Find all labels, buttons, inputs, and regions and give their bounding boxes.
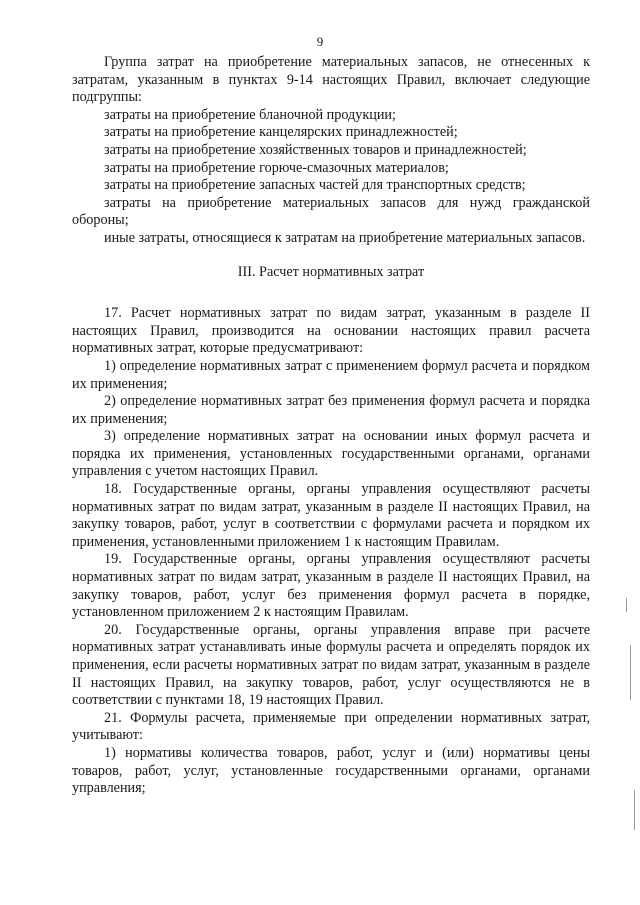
scan-edge-mark — [626, 598, 627, 612]
page-number: 9 — [316, 34, 324, 49]
paragraph: Группа затрат на приобретение материальных запасов, не отнесенных к затратам, указанным в пунктах 9-14 настоящих Правил, включает следующие подгруппы: — [72, 54, 590, 106]
paragraph: затраты на приобретение канцелярских принадлежностей; — [104, 124, 458, 141]
section-paragraph: 20. Государственные органы, органы управления вправе при расчете нормативных затрат устанавливать иные формулы расчета и определять порядок их применения, если расчеты нормативных затрат по видам затрат, указанным в разделе II настоящих Правил, на закупку товаров, работ, услуг осуществляются не в соответствии с пунктами 18, 19 настоящих Правил. — [72, 621, 590, 709]
document-body — [72, 54, 590, 798]
section-paragraph: 21. Формулы расчета, применяемые при определении нормативных затрат, учитывают: — [72, 709, 590, 744]
section-paragraph: 1) нормативы количества товаров, работ, услуг и (или) нормативы цены товаров, работ, услуг, установленные государственными органами, органами управления; — [72, 744, 590, 797]
section-paragraph: 17. Расчет нормативных затрат по видам затрат, указанным в разделе II настоящих Правил, производится на основании настоящих правил расчета нормативных затрат, которые предусматривают: — [72, 305, 590, 357]
paragraph: затраты на приобретение бланочной продукции; — [104, 106, 396, 123]
scan-edge-mark — [634, 790, 635, 830]
section-paragraph: 19. Государственные органы, органы управления осуществляют расчеты нормативных затрат по видам затрат, указанным в разделе II настоящих Правил, на закупку товаров, работ, услуг без применения формул расчета в порядке, установленном приложением 2 к настоящим Правилам. — [72, 551, 590, 621]
section-heading: III. Расчет нормативных затрат — [237, 263, 425, 280]
paragraph: затраты на приобретение запасных частей для транспортных средств; — [104, 177, 526, 194]
scan-edge-mark — [630, 645, 631, 700]
paragraph: затраты на приобретение материальных запасов для нужд гражданской обороны; — [72, 194, 590, 229]
section-paragraph: 3) определение нормативных затрат на основании иных формул расчета и порядка их применения, установленных государственными органами, органами управления с учетом настоящих Правил. — [72, 428, 590, 480]
paragraph: иные затраты, относящиеся к затратам на приобретение материальных запасов. — [104, 229, 586, 246]
section-paragraph: 2) определение нормативных затрат без применения формул расчета и порядка их применения; — [72, 393, 590, 427]
paragraph: затраты на приобретение хозяйственных товаров и принадлежностей; — [104, 141, 527, 158]
section-paragraph: 18. Государственные органы, органы управления осуществляют расчеты нормативных затрат по видам затрат, указанным в разделе II настоящих Правил, на закупку товаров, работ, услуг в соответствии с формулами расчета и порядком их применения, установленными приложением 1 к настоящим Правилам. — [72, 481, 590, 550]
paragraph: затраты на приобретение горюче-смазочных материалов; — [104, 159, 449, 176]
section-paragraph: 1) определение нормативных затрат с применением формул расчета и порядком их применения; — [72, 357, 590, 392]
